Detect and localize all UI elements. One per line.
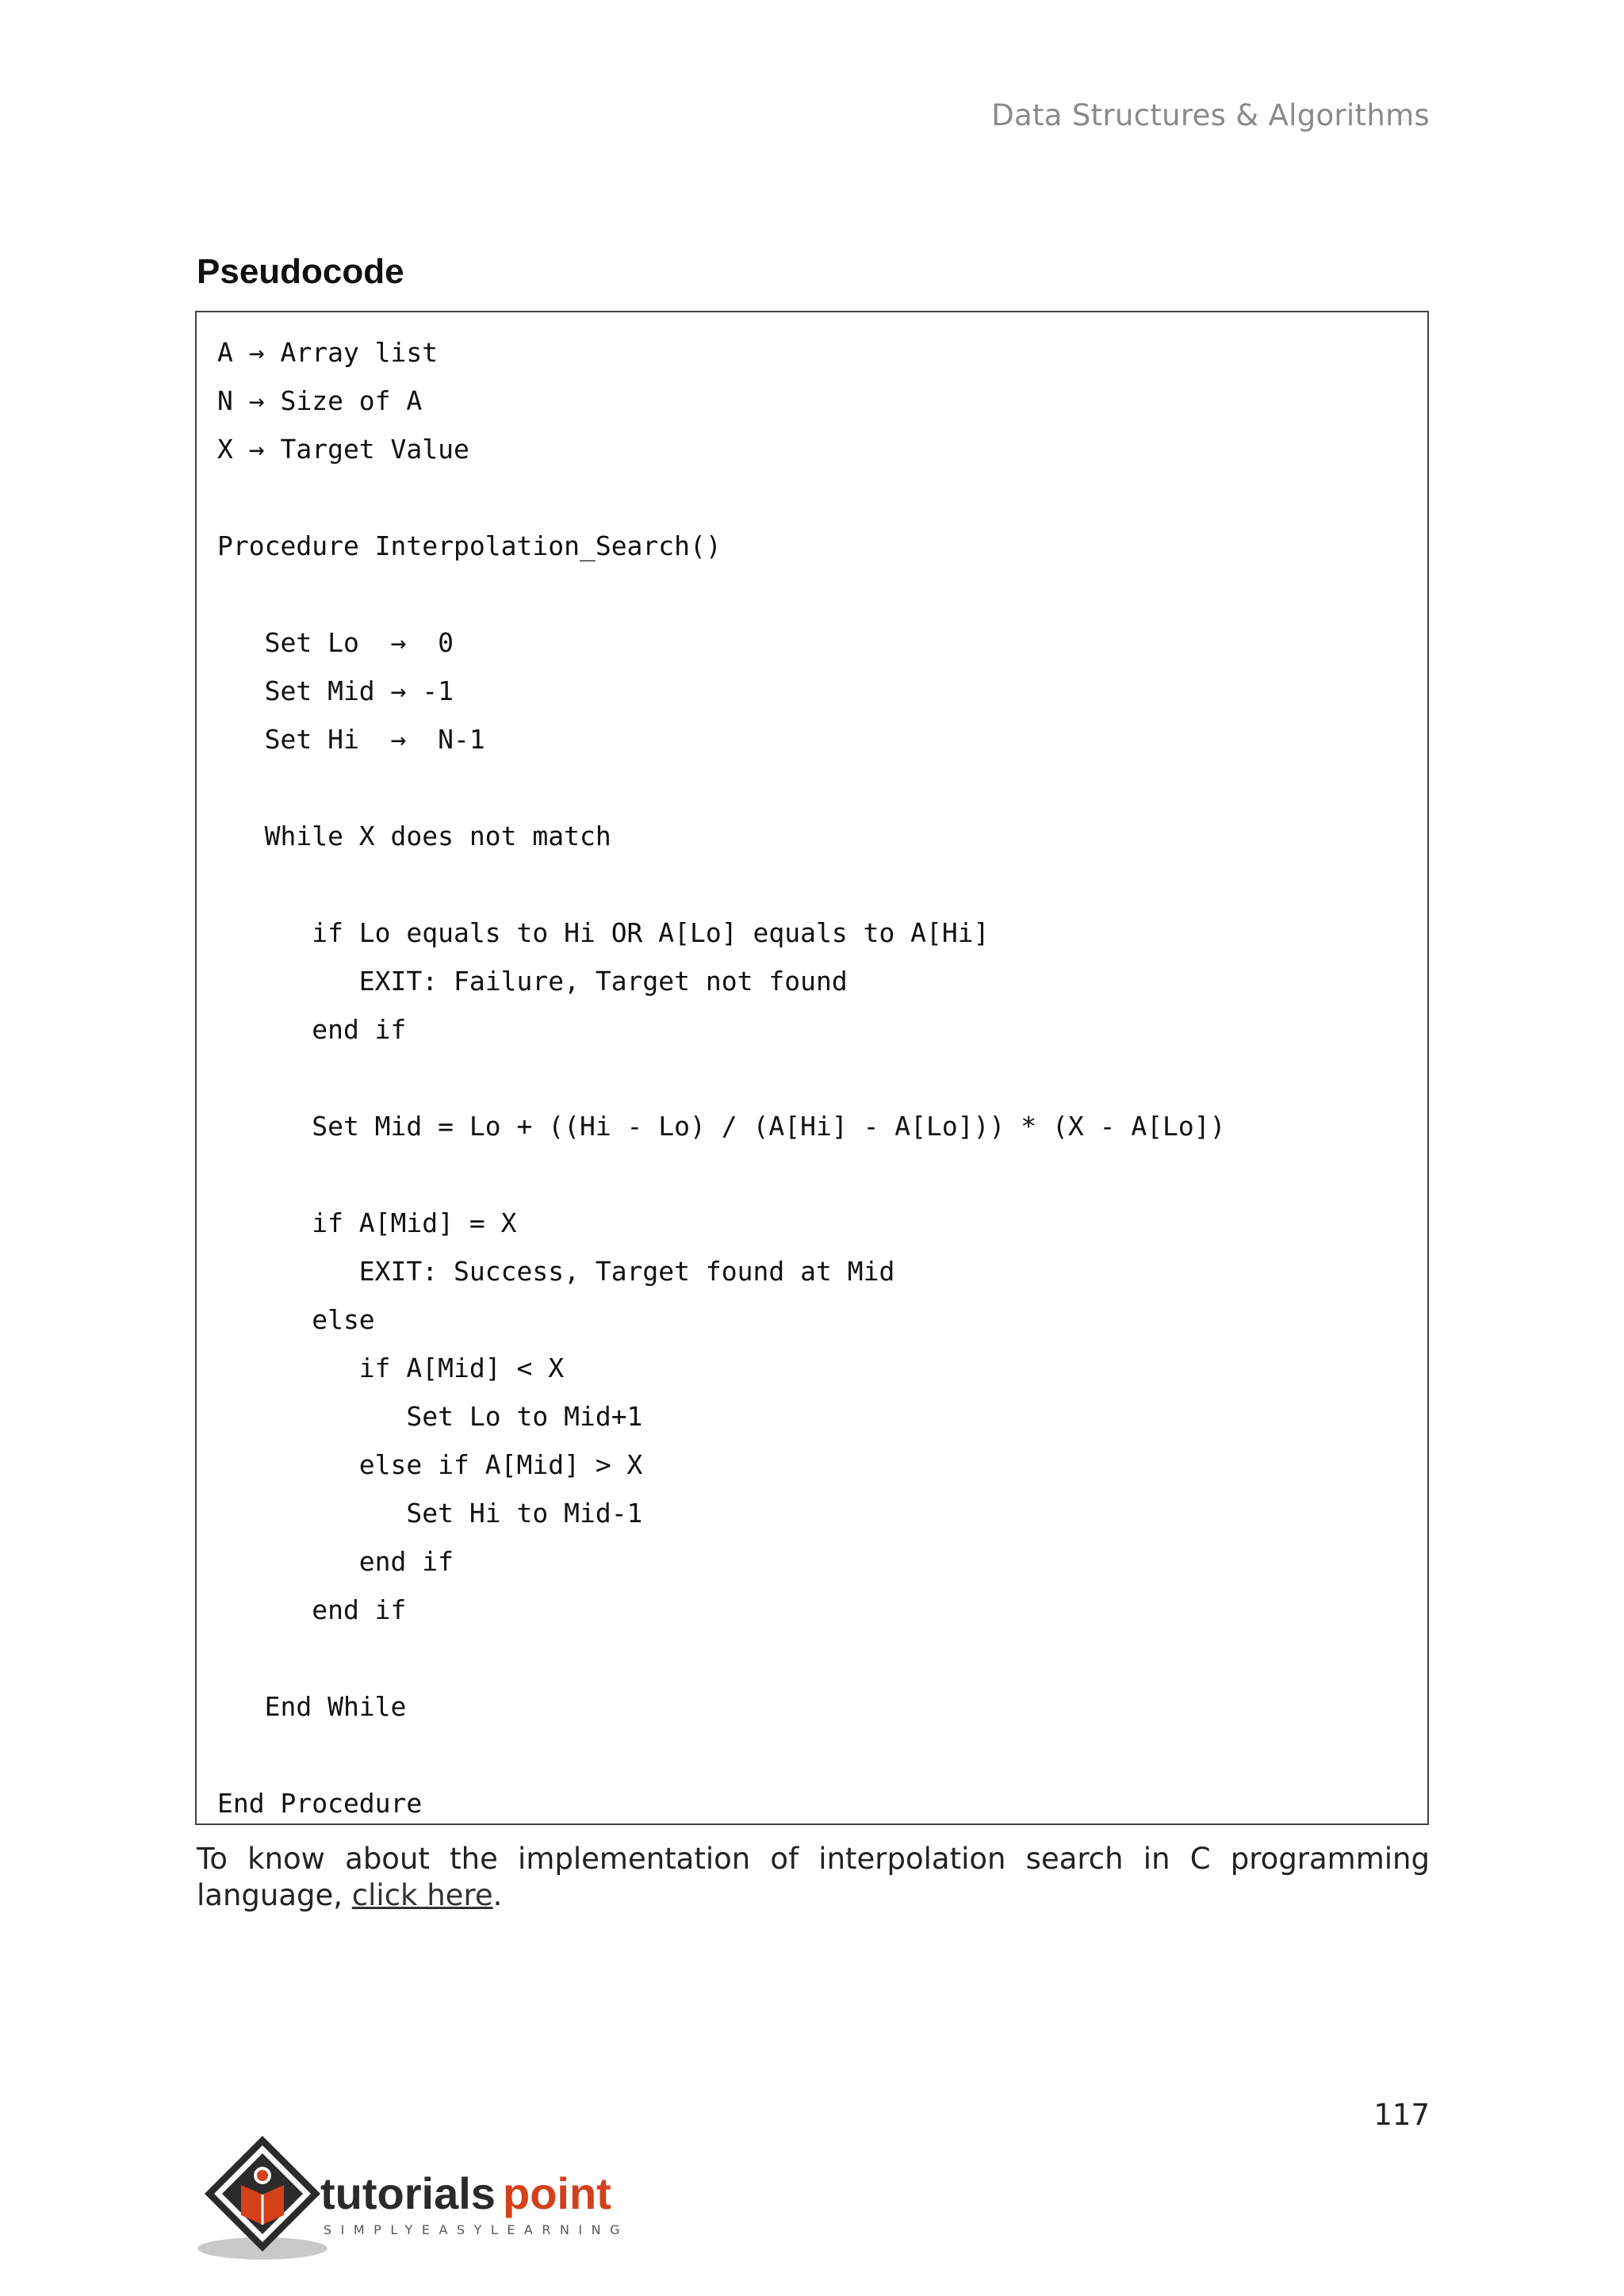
code-line [217, 1634, 1226, 1682]
logo-tagline: SIMPLYEASYLEARNING [324, 2222, 630, 2237]
code-line: EXIT: Failure, Target not found [217, 966, 848, 997]
running-header: Data Structures & Algorithms [991, 98, 1430, 132]
code-line: EXIT: Success, Target found at Mid [217, 1256, 895, 1287]
code-line: N → Size of A [217, 385, 423, 416]
code-line [217, 1054, 1226, 1102]
click-here-link[interactable]: click here [351, 1878, 493, 1912]
code-line: Set Lo → 0 [217, 627, 454, 658]
code-line [217, 1731, 1226, 1779]
code-line: While X does not match [217, 821, 611, 851]
code-line: else [217, 1304, 375, 1335]
page-number: 117 [1373, 2098, 1430, 2132]
code-line: if A[Mid] < X [217, 1353, 565, 1383]
logo-emblem-icon [205, 2136, 320, 2252]
pseudocode-box [195, 311, 1429, 1825]
logo-wordmark-part1: tutorials [320, 2168, 496, 2218]
code-line: if Lo equals to Hi OR A[Lo] equals to A[Hi] [217, 917, 990, 948]
code-line: End While [217, 1691, 407, 1722]
pseudocode-lines [217, 328, 1226, 1827]
code-line: Set Mid = Lo + ((Hi - Lo) / (A[Hi] - A[Lo])) * (X - A[Lo]) [217, 1111, 1226, 1142]
code-line: End Procedure [217, 1788, 423, 1819]
paragraph-end: . [492, 1878, 503, 1912]
code-line: end if [217, 1546, 454, 1577]
logo-wordmark-part2: point [503, 2168, 611, 2218]
paragraph-text: To know about the implementation of interpolation search in C programming language, [197, 1842, 1430, 1912]
code-line [217, 860, 1226, 909]
code-line [217, 570, 1226, 618]
section-title: Pseudocode [197, 252, 404, 291]
code-line: else if A[Mid] > X [217, 1449, 643, 1480]
code-line [217, 763, 1226, 812]
code-line: Set Hi → N-1 [217, 724, 485, 755]
code-line [217, 1150, 1226, 1199]
code-line: Procedure Interpolation_Search() [217, 530, 722, 561]
implementation-paragraph [197, 1841, 1430, 1914]
code-line: if A[Mid] = X [217, 1207, 517, 1238]
code-line [217, 473, 1226, 522]
code-line: Set Hi to Mid-1 [217, 1498, 643, 1529]
tutorialspoint-logo [195, 2130, 639, 2266]
code-line: X → Target Value [217, 434, 469, 465]
code-line: end if [217, 1594, 407, 1625]
code-line: Set Lo to Mid+1 [217, 1401, 643, 1432]
code-line: A → Array list [217, 337, 439, 368]
code-line: end if [217, 1014, 407, 1045]
code-line: Set Mid → -1 [217, 675, 454, 706]
